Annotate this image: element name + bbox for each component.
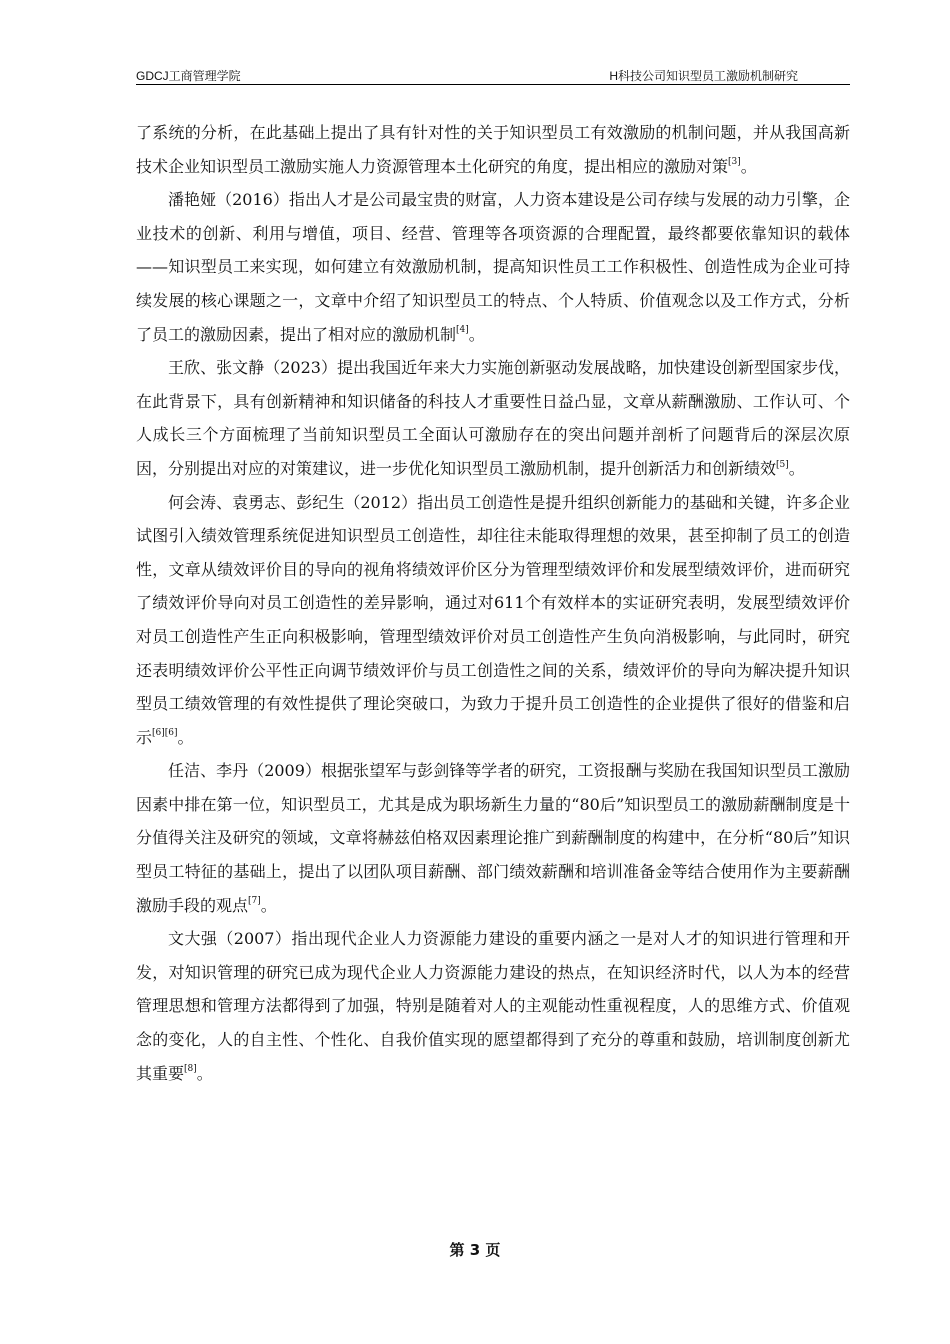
paragraph-end: 。 xyxy=(196,1063,213,1083)
paragraph xyxy=(136,922,850,1090)
paragraph xyxy=(136,116,850,183)
citation-ref: [3] xyxy=(728,157,741,168)
paragraph-end: 。 xyxy=(740,156,757,176)
paragraph-text: 王欣、张文静（2023）提出我国近年来大力实施创新驱动发展战略，加快建设创新型国家步伐，在此背景下，具有创新精神和知识储备的科技人才重要性日益凸显，文章从薪酬激励、工作认可、个人成长三个方面梳理了当前知识型员工全面认可激励存在的突出问题并剖析了问题背后的深层次原因，分别提出对应的对策建议，进一步优化知识型员工激励机制，提升创新活力和创新绩效 xyxy=(136,358,850,478)
paragraph-text: 潘艳娅（2016）指出人才是公司最宝贵的财富，人力资本建设是公司存续与发展的动力引擎，企业技术的创新、利用与增值，项目、经营、管理等各项资源的合理配置，最终都要依靠知识的载体——知识型员工来实现，如何建立有效激励机制，提高知识性员工工作积极性、创造性成为企业可持续发展的核心课题之一，文章中介绍了知识型员工的特点、个人特质、价值观念以及工作方式，分析了员工的激励因素，提出了相对应的激励机制 xyxy=(136,190,850,344)
paragraph-text: 任洁、李丹（2009）根据张望军与彭剑锋等学者的研究，工资报酬与奖励在我国知识型员工激励因素中排在第一位，知识型员工，尤其是成为职场新生力量的“80后”知识型员工的激励薪酬制度是十分值得关注及研究的领域，文章将赫兹伯格双因素理论推广到薪酬制度的构建中，在分析“80后”知识型员工特征的基础上，提出了以团队项目薪酬、部门绩效薪酬和培训准备金等结合使用作为主要薪酬激励手段的观点 xyxy=(136,761,850,915)
paragraph xyxy=(136,486,850,755)
citation-ref: [7] xyxy=(248,896,261,907)
paragraph-text: 了系统的分析，在此基础上提出了具有针对性的关于知识型员工有效激励的机制问题，并从我国高新技术企业知识型员工激励实施人力资源管理本土化研究的角度，提出相应的激励对策 xyxy=(136,123,850,176)
citation-ref: [8] xyxy=(184,1064,197,1075)
page-header xyxy=(136,66,850,85)
paragraph-end: 。 xyxy=(260,895,277,915)
paragraph xyxy=(136,183,850,351)
page-number: 第 3 页 xyxy=(449,1241,501,1259)
citation-ref: [5] xyxy=(776,459,789,470)
body-text xyxy=(136,116,850,1090)
paragraph-text: 文大强（2007）指出现代企业人力资源能力建设的重要内涵之一是对人才的知识进行管理和开发，对知识管理的研究已成为现代企业人力资源能力建设的热点，在知识经济时代，以人为本的经营管理思想和管理方法都得到了加强，特别是随着对人的主观能动性重视程度，人的思维方式、价值观念的变化，人的自主性、个性化、自我价值实现的愿望都得到了充分的尊重和鼓励，培训制度创新尤其重要 xyxy=(136,929,850,1083)
paragraph xyxy=(136,754,850,922)
citation-ref: [4] xyxy=(456,325,469,336)
header-school: GDCJ工商管理学院 xyxy=(136,69,241,83)
paragraph-end: 。 xyxy=(468,324,485,344)
header-thesis-title: H科技公司知识型员工激励机制研究 xyxy=(609,69,798,83)
paragraph-text: 何会涛、袁勇志、彭纪生（2012）指出员工创造性是提升组织创新能力的基础和关键，许多企业试图引入绩效管理系统促进知识型员工创造性，却往往未能取得理想的效果，甚至抑制了员工的创造性，文章从绩效评价目的导向的视角将绩效评价区分为管理型绩效评价和发展型绩效评价，进而研究了绩效评价导向对员工创造性的差异影响，通过对611个有效样本的实证研究表明，发展型绩效评价对员工创造性产生正向积极影响，管理型绩效评价对员工创造性产生负向消极影响，与此同时，研究还表明绩效评价公平性正向调节绩效评价与员工创造性之间的关系，绩效评价的导向为解决提升知识型员工绩效管理的有效性提供了理论突破口，为致力于提升员工创造性的企业提供了很好的借鉴和启示 xyxy=(136,492,850,747)
paragraph-end: 。 xyxy=(788,458,805,478)
citation-ref: [6][6] xyxy=(152,728,178,739)
paragraph xyxy=(136,351,850,485)
paragraph-end: 。 xyxy=(177,727,194,747)
